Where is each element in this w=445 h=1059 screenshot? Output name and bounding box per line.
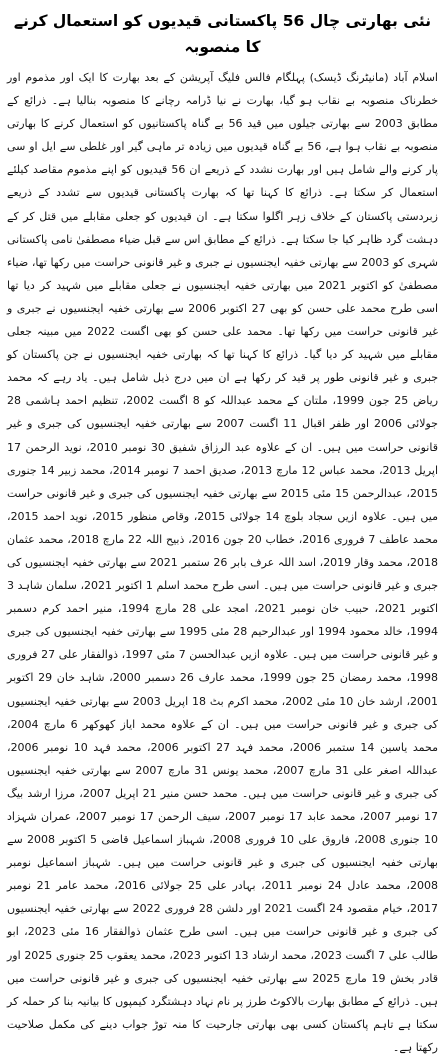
article-body: اسلام آباد (مانیٹرنگ ڈیسک) پہلگام فالس فلیگ آپریشن کے بعد بھارت کا ایک اور مذموم اور خطرناک منصوبہ بے نقاب ہو گیا، بھارت نے نیا ڈرامہ رچانے کا منصوبہ بنالیا ہے۔ ذرائع کے مطابق 2003 سے بھارتی جیلوں میں قید 56 بے گناہ پاکستانیوں کو استعمال کرنے کا بھارتی منصوبہ بے نقاب ہوا ہے، 56 بے گناہ قیدیوں میں زیادہ تر ماہی گیر اور غلطی سے ایل او سی پار کرنے والے شامل ہیں اور بھارت نشدد کے ذریعے ان 56 قیدیوں کو اپنے مذموم مقاصد کیلئے استعمال کر سکتا ہے۔ ذرائع کا کہنا تھا کہ بھارت پاکستانی قیدیوں سے تشدد کے ذریعے زبردستی پاکستان کے خلاف زہر اگلوا سکتا ہے۔ ان قیدیوں کو جعلی مقابلے میں قتل کر کے دہشت گرد ظاہر کیا جا سکتا ہے۔ ذرائع کے مطابق اس سے قبل ضیاء مصطفیٰ نامی پاکستانی شہری کو 2003 سے بھارتی خفیہ ایجنسیوں نے جبری و غیر قانونی حراست میں رکھا تھا، ضیاء مصطفیٰ کو اکتوبر 2021 میں بھارتی خفیہ ایجنسیوں نے جعلی مقابلے میں شہید کر دیا تھا اسی طرح محمد علی حسن کو بھی 27 اکتوبر 2006 سے بھارتی خفیہ ایجنسیوں نے جبری و غیر قانونی حراست میں رکھا تھا۔ محمد علی حسن کو بھی اگست 2022 میں مبینہ جعلی مقابلے میں شہید کر دیا گیا۔ ذرائع کا کہنا تھا کہ بھارتی خفیہ ایجنسیوں نے جن پاکستان کو جبری و غیر قانونی طور پر قید کر رکھا ہے ان میں درج ذیل شامل ہیں۔ یاد رہے کہ محمد ریاض 25 جون 1999، ملتان کے محمد عبداللہ کو 8 اگست 2002، تنظیم احمد ہاشمی 28 جولائی 2006 اور ظفر اقبال 11 اگست 2007 سے بھارتی خفیہ ایجنسیوں کی جبری و غیر قانونی حراست میں ہیں۔ ان کے علاوہ عبد الرزاق شفیق 30 نومبر 2010، نوید الرحمن 17 اپریل 2013، محمد عباس 12 مارچ 2013، صدیق احمد 7 نومبر 2014، محمد زبیر 14 جنوری 2015، عبدالرحمن 15 مئی 2015 سے بھارتی خفیہ ایجنسیوں کی جبری و غیر قانونی حراست میں ہیں۔ علاوہ ازیں سجاد بلوچ 14 جولائی 2015، وقاص منظور 2015، نوید احمد 2015، محمد عاطف 7 فروری 2016، خطاب 20 جون 2016، ذبیح اللہ 22 مارچ 2018، محمد عثمان 2018، محمد وقار 2019، اسد اللہ عرف بابر 26 ستمبر 2021 سے بھارتی خفیہ ایجنسیوں کی جبری و غیر قانونی حراست میں ہیں۔ اسی طرح محمد اسلم 1 اکتوبر 2021، سلمان شاہد 3 اکتوبر 2021، حبیب خان نومبر 2021، امجد علی 28 مارچ 1994، منیر احمد کرم دسمبر 1994، خالد محمود 1994 اور عبدالرحیم 28 مئی 1995 سے بھارتی خفیہ ایجنسیوں کی جبری و غیر قانونی حراست میں ہیں۔ علاوہ ازیں عبدالحسن 7 مئی 1997، ذوالفقار علی 27 فروری 1998، محمد رمضان 25 جون 1999، محمد عارف 26 دسمبر 2000، شاہد خان 29 اکتوبر 2001، ارشد خان 10 مئی 2002، محمد اکرم بٹ 18 اپریل 2003 سے بھارتی خفیہ ایجنسیوں کی جبری و غیر قانونی حراست میں ہیں۔ ان کے علاوہ محمد ایاز کھوکھر 6 مارچ 2004، محمد یاسین 14 ستمبر 2006، محمد فہد 27 اکتوبر 2006، محمد فہد 10 نومبر 2006، عبداللہ اصغر علی 31 مارچ 2007، محمد یونس 31 مارچ 2007 سے بھارتی خفیہ ایجنسیوں کی جبری و غیر قانونی حراست میں ہیں۔ محمد حسن منیر 21 اپریل 2007، مرزا ارشد بیگ 17 نومبر 2007، محمد عابد 17 نومبر 2007، سیف الرحمن 17 نومبر 2007، عمران شہزاد 10 جنوری 2008، فاروق علی 10 فروری 2008، شہباز اسماعیل قاضی 5 اکتوبر 2008 سے بھارتی خفیہ ایجنسیوں کی جبری و غیر قانونی حراست میں ہیں۔ شہباز اسماعیل نومبر 2008، محمد عادل 24 نومبر 2011، بہادر علی 25 جولائی 2016، محمد عامر 21 نومبر 2017، خیام مقصود 24 اگست 2021 اور دلشن 28 فروری 2022 سے بھارتی خفیہ ایجنسیوں کی جبری و غیر قانونی حراست میں ہیں۔ اسی طرح عثمان ذوالفقار 16 مئی 2023، ابو طالب علی 7 اگست 2023، محمد ارشاد 13 اکتوبر 2023، محمد یعقوب 25 جنوری 2025 اور قادر بخش 19 مارچ 2025 سے بھارتی خفیہ ایجنسیوں کی جبری و غیر قانونی حراست میں ہیں۔ ذرائع کے مطابق بھارت بالاکوٹ طرز پر نام نہاد دہشتگرد کیمپوں کا بیانیہ بنا کر حملہ کر سکتا ہے تاہم پاکستان کسی بھی بھارتی جارحیت کا منہ توڑ جواب دینے کی مکمل صلاحیت رکھتا ہے۔: [7, 71, 439, 1054]
article-headline: نئی بھارتی چال 56 پاکستانی قیدیوں کو استعمال کرنے کا منصوبہ: [13, 12, 432, 56]
